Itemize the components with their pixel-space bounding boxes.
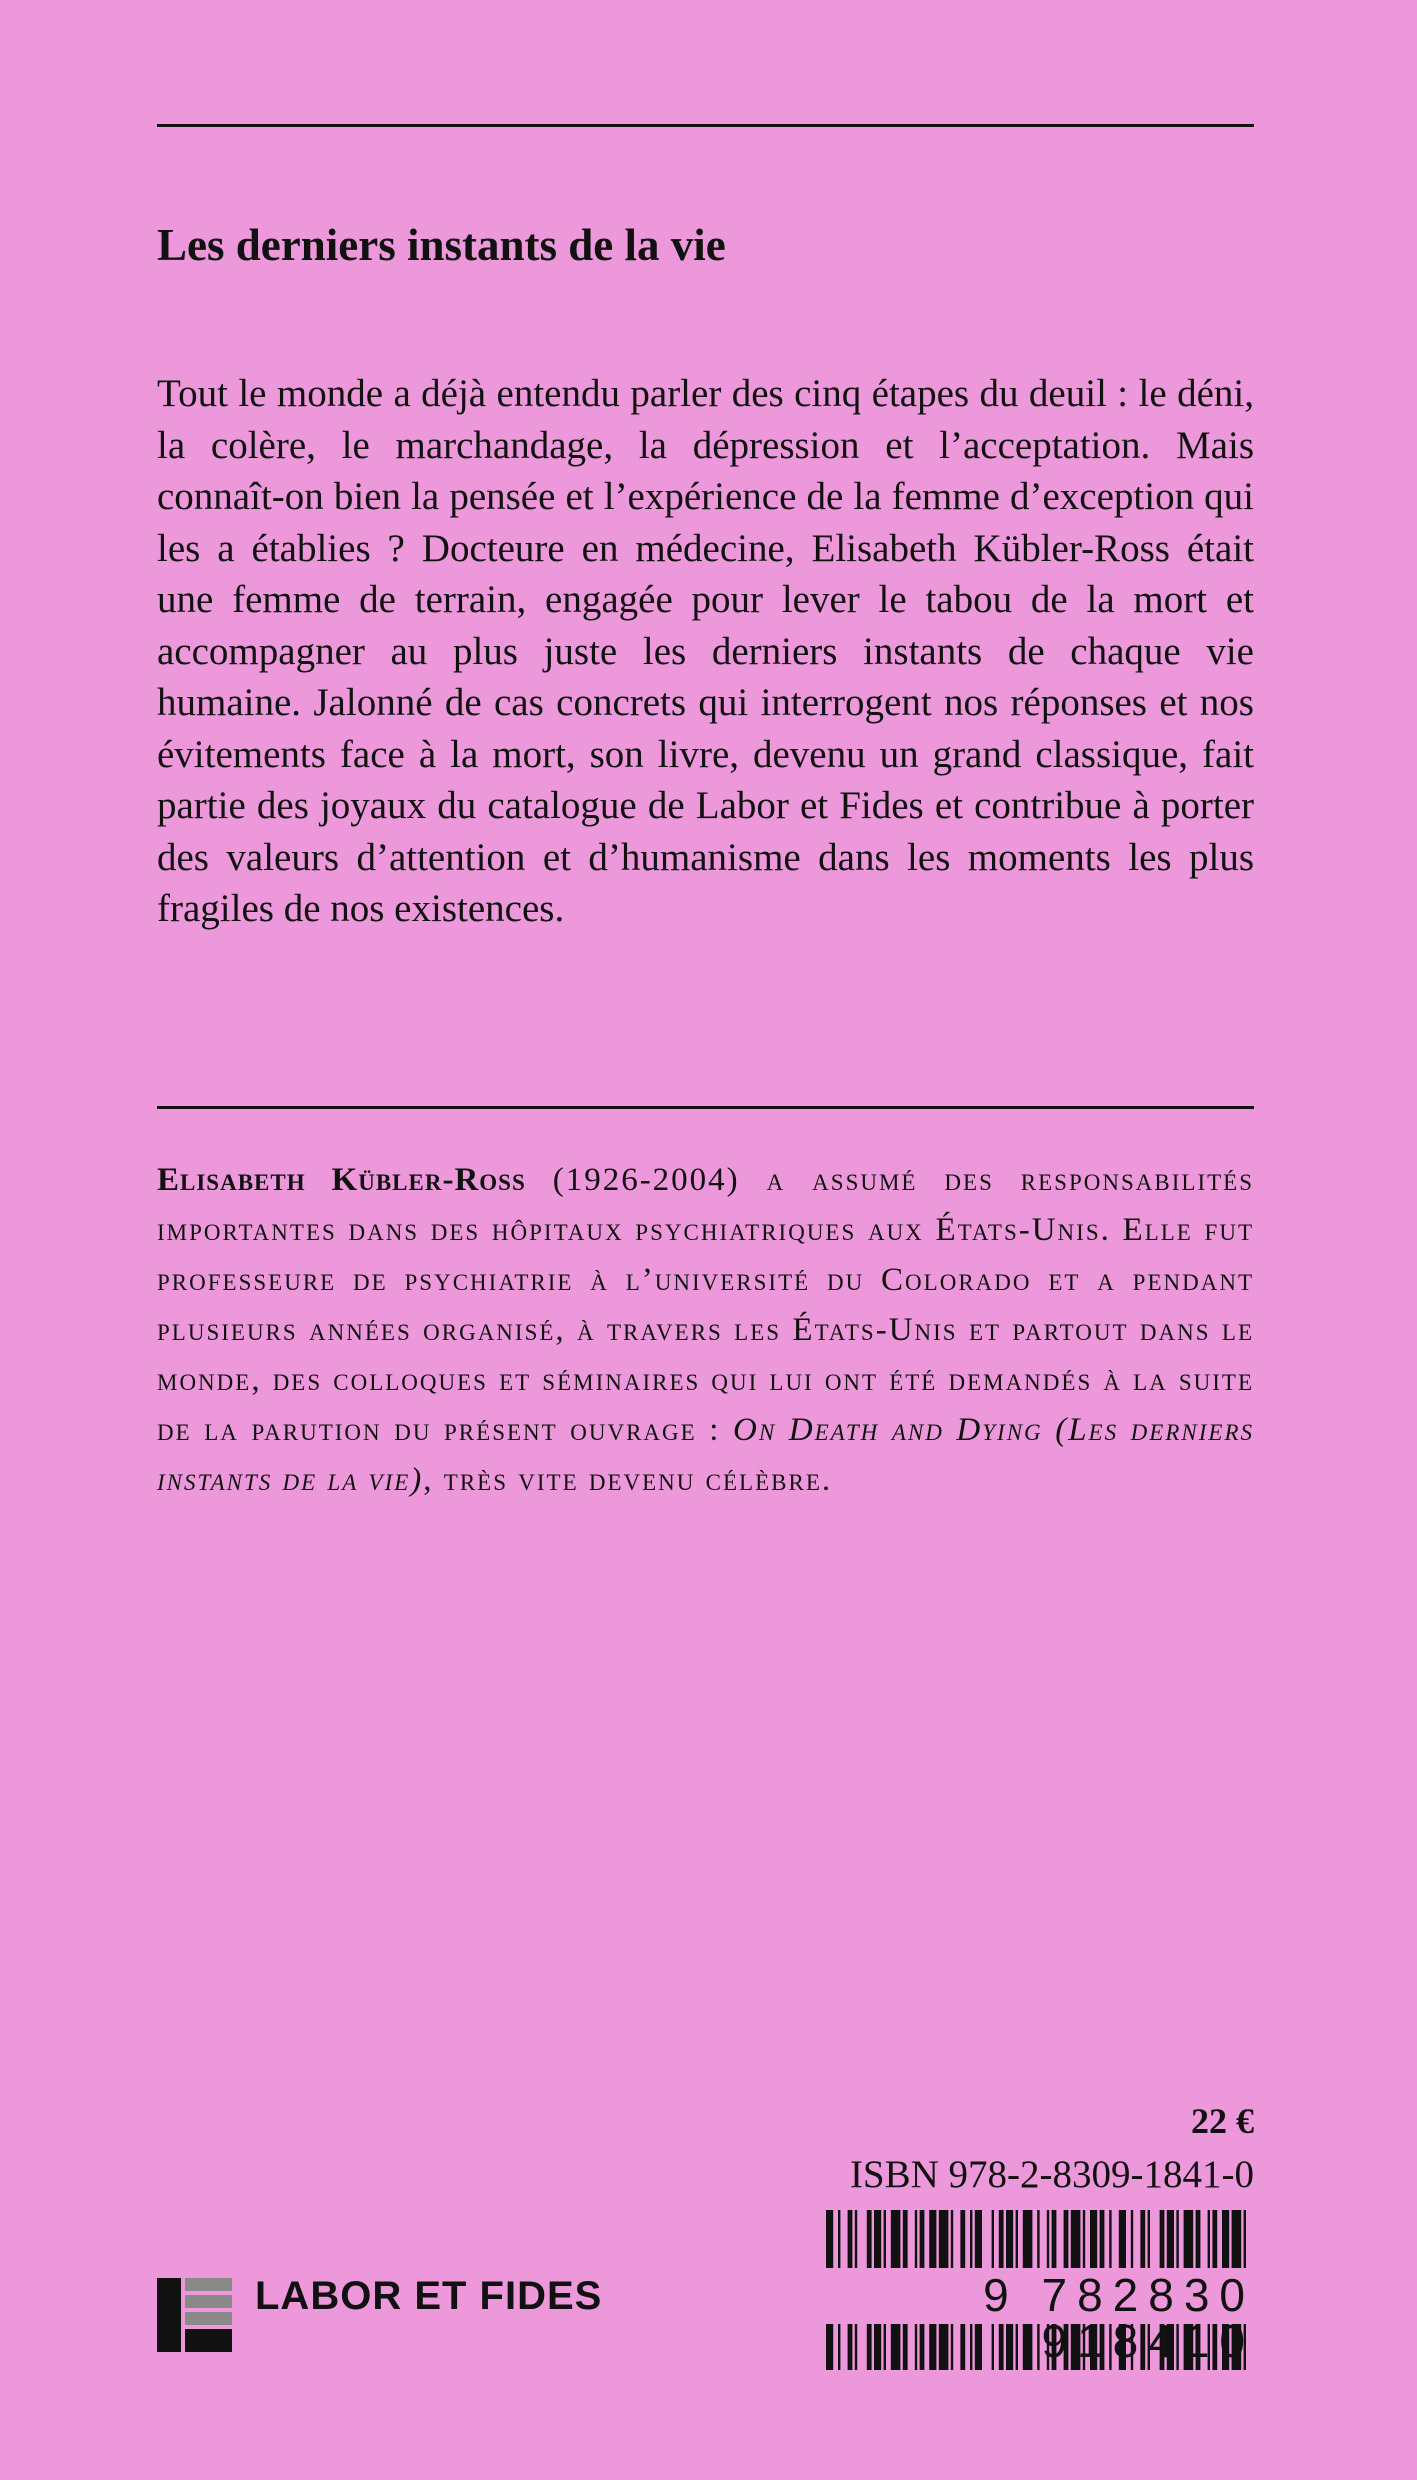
publisher-logo-icon	[157, 2278, 232, 2352]
author-name: Elisabeth Kübler-Ross	[157, 1162, 526, 1198]
bio-text-after: , très vite devenu célèbre.	[423, 1462, 833, 1498]
bio-text-before: (1926-2004) a assumé des responsabilités importantes dans des hôpitaux psychiatriques aux États-Unis. Elle fut professeure de psychiatrie à l’université du Colorado et a pendant plusieurs années organisé, à travers les États-Unis et partout dans le monde, des colloques et séminaires qui lui ont été demandés à la suite de la parution du présent ouvrage :	[157, 1162, 1254, 1448]
isbn: ISBN 978-2-8309-1841-0	[849, 2153, 1254, 2196]
book-title: Les derniers instants de la vie	[157, 220, 726, 270]
middle-divider	[157, 1106, 1254, 1109]
barcode-digits: 9 782830 918410	[790, 2268, 1255, 2324]
publisher-name: LABOR ET FIDES	[255, 2274, 603, 2318]
price: 22 €	[1191, 2101, 1254, 2141]
back-cover-blurb: Tout le monde a déjà entendu parler des cinq étapes du deuil : le déni, la colère, le marchandage, la dépression et l’acceptation. Mais connaît-on bien la pensée et l’expérience de la femme d’exception qui les a établies ? Docteure en médecine, Elisabeth Kübler-Ross était une femme de terrain, engagée pour lever le tabou de la mort et accompagner au plus juste les derniers instants de chaque vie humaine. Jalonné de cas concrets qui interrogent nos réponses et nos évitements face à la mort, son livre, devenu un grand classique, fait partie des joyaux du catalogue de Labor et Fides et contribue à porter des valeurs d’attention et d’humanisme dans les moments les plus fragiles de nos existences.	[157, 372, 1254, 930]
top-divider	[157, 124, 1254, 127]
original-book-title: On Death and Dying (Les derniers instants de la vie)	[157, 1412, 1254, 1498]
author-biography	[157, 1155, 1254, 1505]
